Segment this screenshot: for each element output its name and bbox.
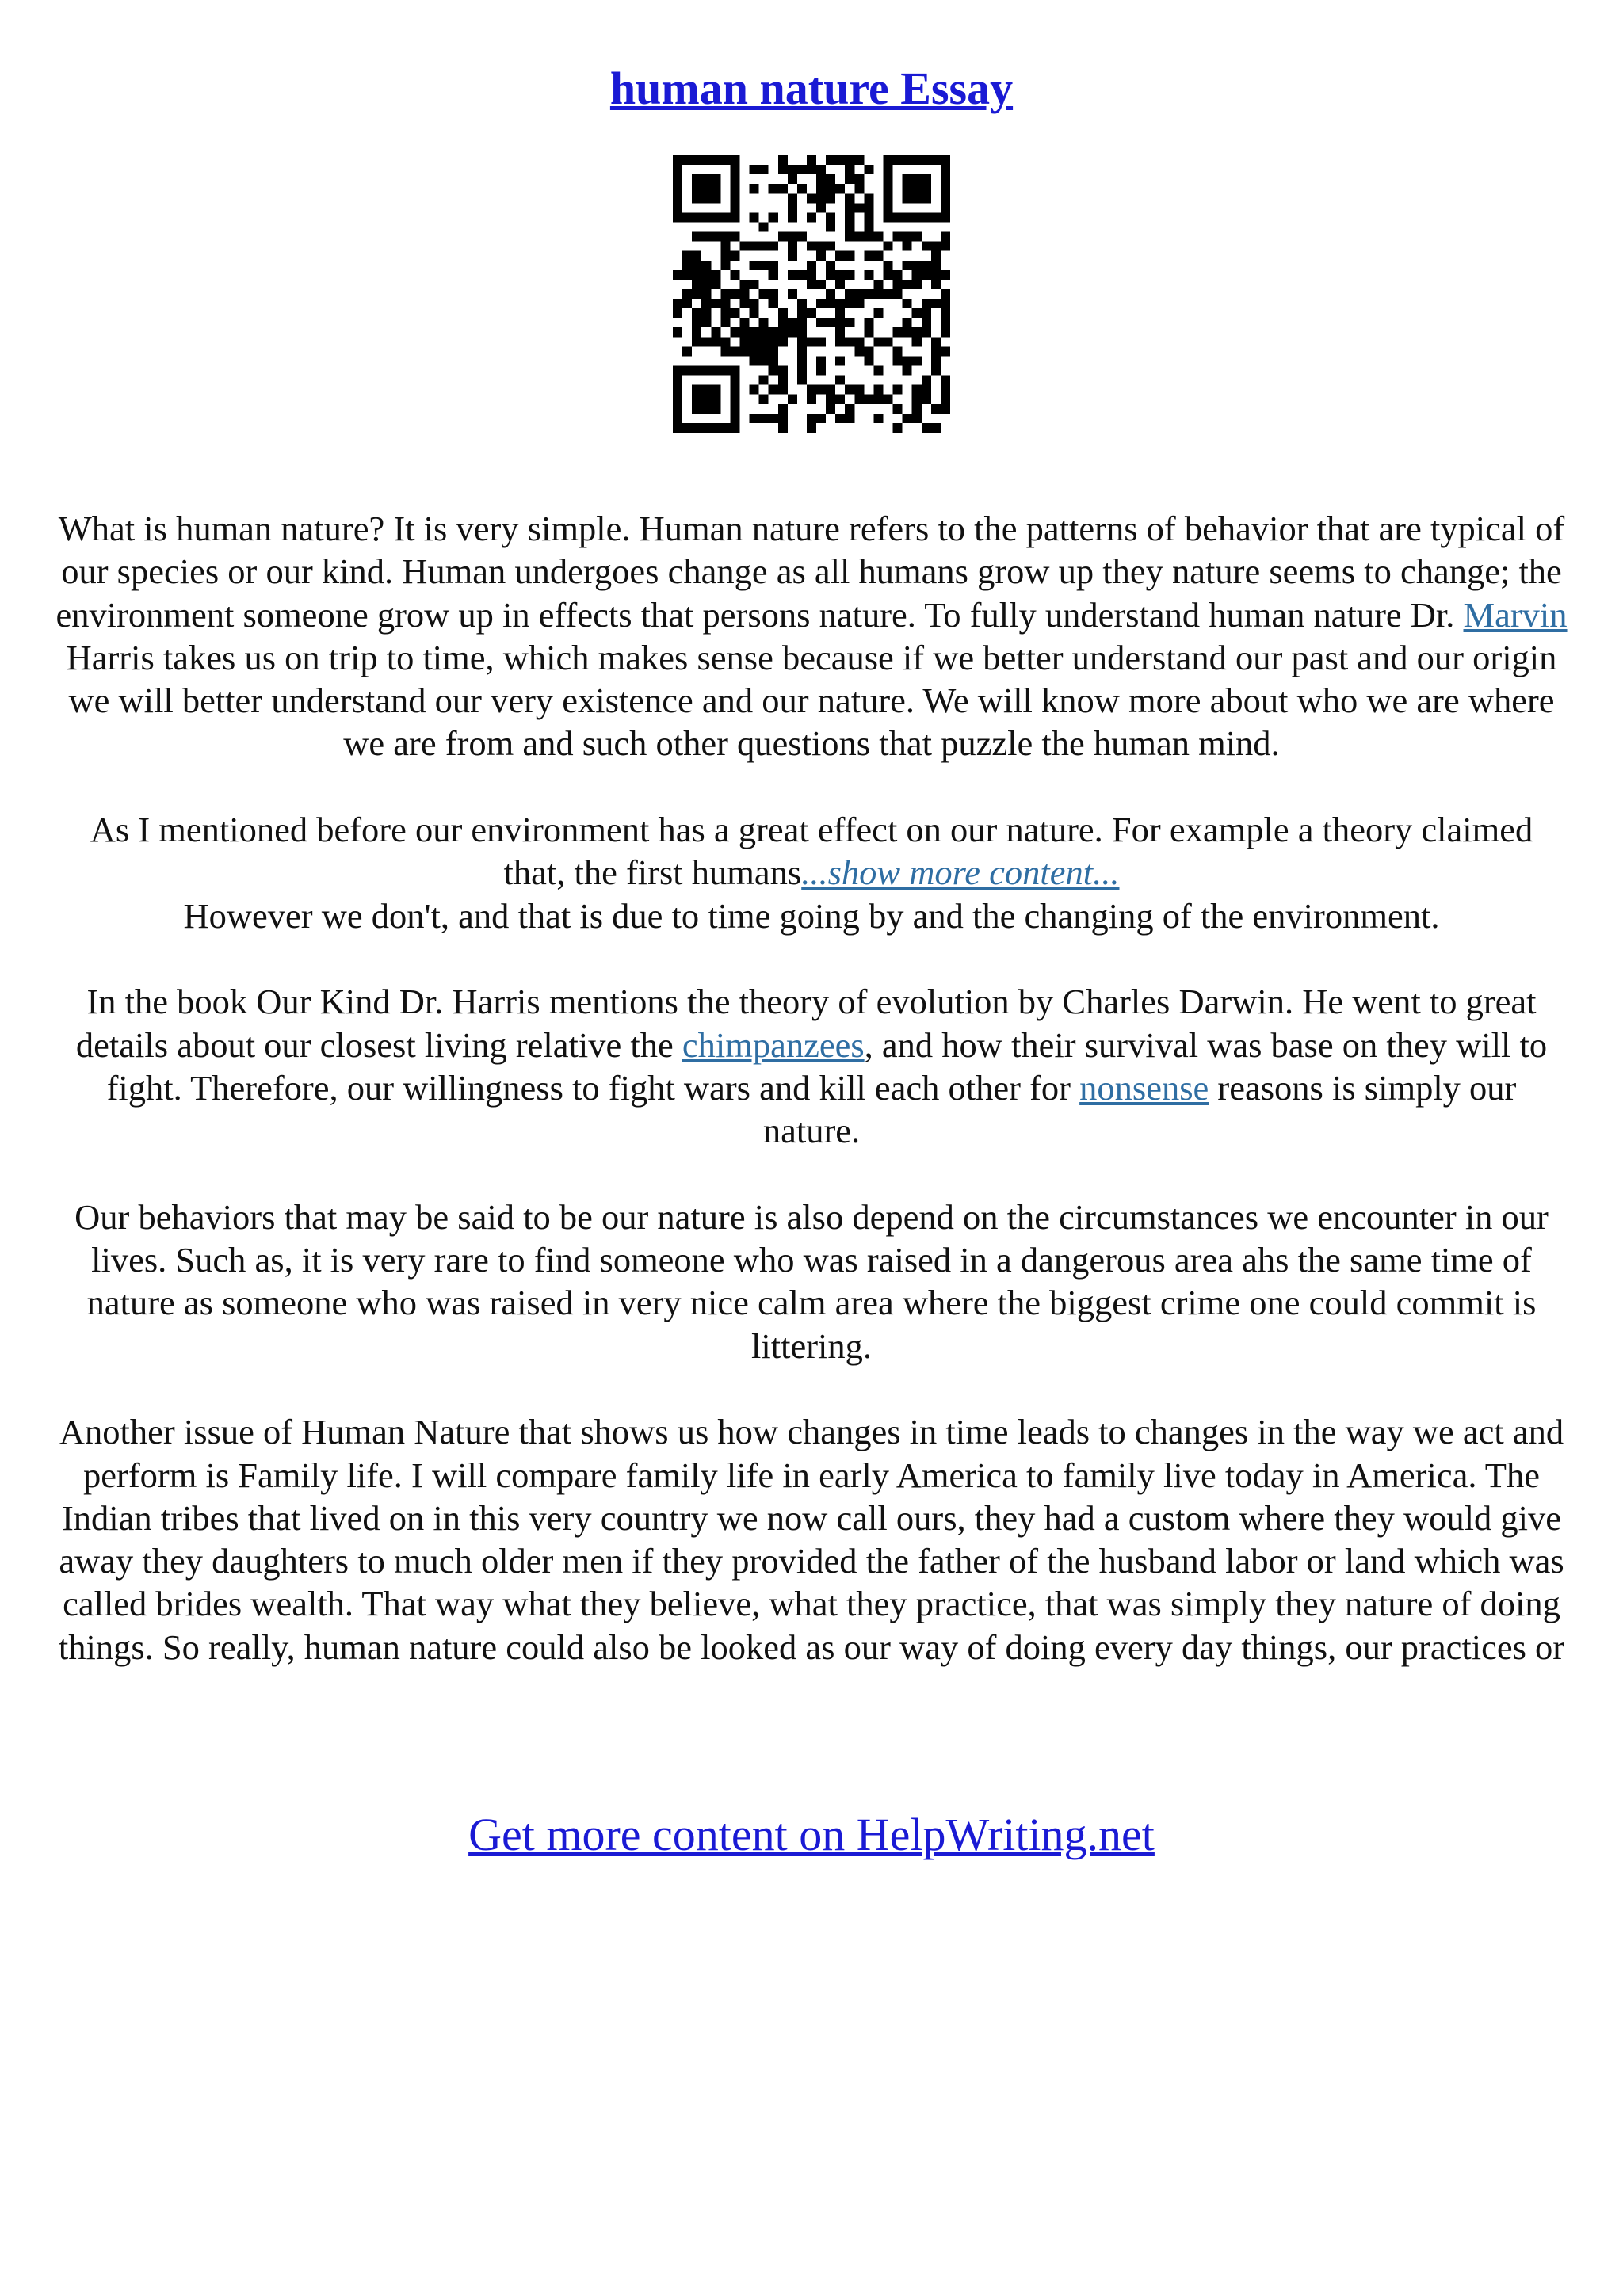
chimpanzees-link[interactable]: chimpanzees [682, 1024, 865, 1065]
title-link[interactable]: human nature Essay [609, 63, 1014, 114]
paragraph-2: As I mentioned before our environment has a great effect on our nature. For example a theory claimed that, the first humans...show more content... However we don't, and that is due to time going by and the changing of the environment. [90, 810, 1533, 936]
show-more-link[interactable]: ...show more content... [801, 852, 1120, 893]
essay-body [55, 507, 1568, 1711]
page-title [0, 57, 1623, 120]
nonsense-link[interactable]: nonsense [1079, 1067, 1209, 1108]
paragraph-4: Our behaviors that may be said to be our nature is also depend on the circumstances we encounter in our lives. Such as, it is very rare to find someone who was raised in a dangerous area ahs the same time of nature as someone who was raised in very nice calm area where the biggest crime one could commit is littering. [74, 1196, 1549, 1366]
qr-code-icon [673, 155, 950, 433]
paragraph-5: Another issue of Human Nature that shows us how changes in time leads to changes in the way we act and perform is Family life. I will compare family life in early America to family live today in America. The Indian tribes that lived on in this very country we now call ours, they had a custom where they would give away they daughters to much older men if they provided the father of the husband labor or land which was called brides wealth. That way what they believe, what they practice, that was simply they nature of doing things. So really, human nature could also be looked as our way of doing every day things, our practices or [58, 1412, 1565, 1667]
paragraph-3: In the book Our Kind Dr. Harris mentions the theory of evolution by Charles Darwin. He went to great details about our closest living relative the chimpanzees, and how their survival was base on they will to fight. Therefore, our willingness to fight wars and kill each other for nonsense reasons is simply our nature. [75, 982, 1548, 1151]
footer [0, 1803, 1623, 1867]
marvin-link[interactable]: Marvin [1463, 594, 1568, 635]
paragraph-1: What is human nature? It is very simple. Human nature refers to the patterns of behavior that are typical of our species or our kind. Human undergoes change as all humans grow up they nature seems to change; the environment someone grow up in effects that persons nature. To fully understand human nature Dr. Marvin Harris takes us on trip to time, which makes sense because if we better understand our past and our origin we will better understand our very existence and our nature. We will know more about who we are where we are from and such other questions that puzzle the human mind. [55, 509, 1568, 764]
get-more-content-link[interactable]: Get more content on HelpWriting.net [468, 1809, 1155, 1860]
